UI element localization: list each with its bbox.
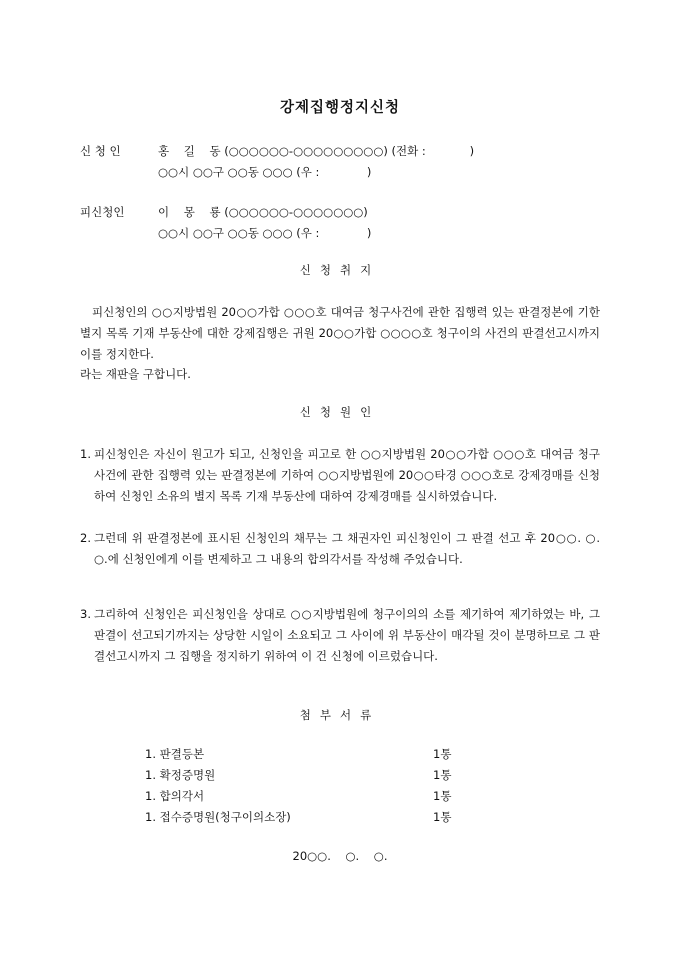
attachment-row — [145, 809, 465, 825]
attachment-qty: 1통 — [433, 747, 452, 761]
respondent-label: 피신청인 — [80, 205, 125, 219]
attachment-qty: 1통 — [433, 768, 452, 782]
cause-item-2 — [80, 528, 600, 570]
cause-item-text: 그런데 위 판결정본에 표시된 신청인의 채무는 그 채권자인 피신청인이 그 판결 선고 후 20○○. ○. ○.에 신청인에게 이를 변제하고 그 내용의 합의각서를 작성해 주었습니다. — [94, 531, 600, 566]
cause-heading: 신청원인 — [299, 405, 381, 419]
attachment-qty: 1통 — [433, 810, 452, 824]
purpose-closing: 라는 재판을 구합니다. — [80, 367, 191, 381]
cause-item-text: 그리하여 신청인은 피신청인을 상대로 ○○지방법원에 청구이의의 소를 제기하여 제기하였는 바, 그 판결이 선고되기까지는 상당한 시일이 소요되고 그 사이에 위 부동산이 매각될 것이 분명하므로 그 판결선고시까지 그 집행을 정지하기 위하여 이 건 신청에 이르렀습니다. — [94, 607, 600, 663]
cause-item-number: 2. — [80, 531, 91, 545]
respondent-address-line: ○○시 ○○구 ○○동 ○○○ (우 : ) — [158, 226, 372, 240]
applicant-label: 신 청 인 — [80, 144, 121, 158]
attachment-row — [145, 746, 465, 762]
attachment-row — [145, 788, 465, 804]
purpose-body — [80, 302, 600, 365]
cause-item-1 — [80, 444, 600, 507]
document-title: 강제집행정지신청 — [279, 100, 401, 116]
attachment-label: 1. 접수증명원(청구이의소장) — [145, 810, 291, 824]
attachment-label: 1. 확정증명원 — [145, 768, 216, 782]
cause-item-number: 3. — [80, 607, 91, 621]
attachment-label: 1. 합의각서 — [145, 789, 205, 803]
cause-item-3 — [80, 604, 600, 667]
cause-item-number: 1. — [80, 447, 91, 461]
attachment-qty: 1통 — [433, 789, 452, 803]
applicant-address-line: ○○시 ○○구 ○○동 ○○○ (우 : ) — [158, 165, 372, 179]
purpose-heading: 신청취지 — [299, 263, 381, 277]
respondent-name-line: 이 몽 룡 (○○○○○○-○○○○○○○) — [158, 205, 368, 219]
cause-item-text: 피신청인은 자신이 원고가 되고, 신청인을 피고로 한 ○○지방법원 20○○가합 ○○○호 대여금 청구사건에 관한 집행력 있는 판결정본에 기하여 ○○지방법원에 20○○타경 ○○○호로 강제경매를 신청하여 신청인 소유의 별지 목록 기재 부동산에 대하여 강제경매를 실시하였습니다. — [94, 447, 600, 503]
purpose-body-text: 피신청인의 ○○지방법원 20○○가합 ○○○호 대여금 청구사건에 관한 집행력 있는 판결정본에 기한 별지 목록 기재 부동산에 대한 강제집행은 귀원 20○○가합 ○○○○호 청구이의 사건의 판결선고시까지 이를 정지한다. — [80, 305, 600, 361]
document-date: 20○○. ○. ○. — [292, 849, 388, 863]
attachments-heading: 첨부서류 — [299, 708, 381, 722]
attachment-row — [145, 767, 465, 783]
applicant-name-line: 홍 길 동 (○○○○○○-○○○○○○○○○) (전화 : ) — [158, 144, 475, 158]
attachment-label: 1. 판결등본 — [145, 747, 205, 761]
